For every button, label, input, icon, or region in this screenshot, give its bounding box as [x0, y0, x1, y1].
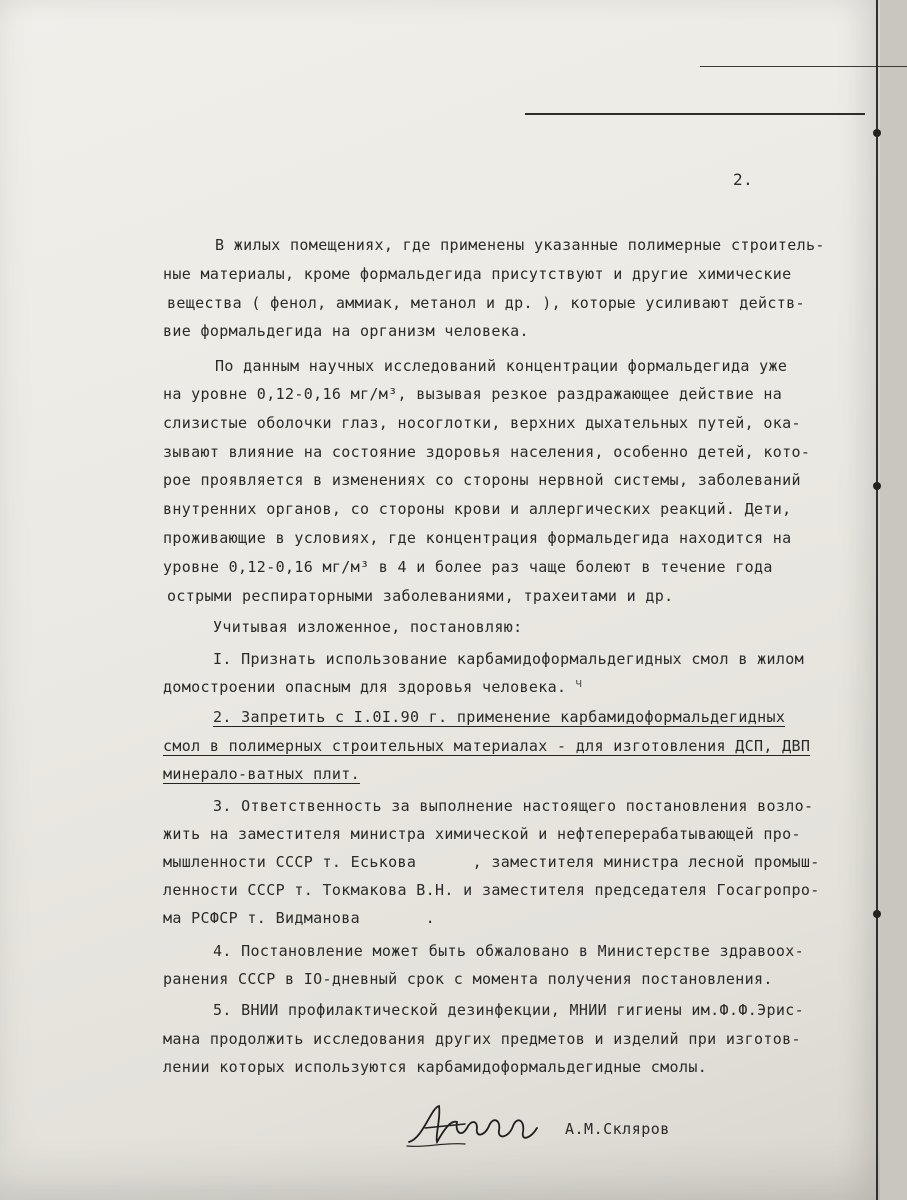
body-line: ные материалы, кроме формальдегида присутствуют и другие химические [163, 265, 792, 283]
body-line: проживающие в условиях, где концентрация формальдегида находится на [163, 529, 792, 547]
body-line: По данным научных исследований концентрации формальдегида уже [215, 357, 788, 375]
clause-5-line: мана продолжить исследования других предметов и изделий при изготов- [163, 1030, 801, 1048]
clause-3-line: мышленности СССР т. Еськова , заместителя министра лесной промыш- [163, 853, 820, 871]
body-line: острыми респираторными заболеваниями, трахеитами и др. [167, 587, 674, 605]
clause-2-line [163, 737, 810, 755]
clause-3-line: 3. Ответственность за выполнение настоящего постановления возло- [213, 797, 814, 815]
handwritten-signature [405, 1098, 545, 1158]
body-line: рое проявляется в изменениях со стороны нервной системы, заболеваний [163, 471, 801, 489]
clause-3-line: ма РСФСР т. Видманова . [163, 909, 436, 927]
clause-2-line [163, 765, 360, 783]
page-number: 2. [733, 170, 754, 189]
stray-mark: ч [575, 676, 583, 690]
body-line: зывают влияние на состояние здоровья населения, особенно детей, кото- [163, 443, 811, 461]
clause-3-line: ленности СССР т. Токмакова В.Н. и заместителя председателя Госагропро- [163, 881, 820, 899]
body-line: внутренних органов, со стороны крови и аллергических реакций. Дети, [163, 500, 792, 518]
body-line: В жилых помещениях, где применены указанные полимерные строитель- [215, 236, 825, 254]
resolution-intro: Учитывая изложенное, постановляю: [213, 618, 523, 636]
binding-hole [873, 910, 881, 918]
body-line: на уровне 0,12-0,16 мг/м³, вызывая резкое раздражающее действие на [163, 385, 783, 403]
binding-hole [873, 482, 881, 490]
clause-4-line: ранения СССР в IO-дневный срок с момента получения постановления. [163, 970, 773, 988]
body-line: слизистые оболочки глаз, носоглотки, верхних дыхательных путей, ока- [163, 414, 801, 432]
binding-hole [873, 129, 881, 137]
clause-5-line: 5. ВНИИ профилактической дезинфекции, МНИИ гигиены им.Ф.Ф.Эрис- [213, 1001, 804, 1019]
clause-4-line: 4. Постановление может быть обжаловано в Министерстве здравоох- [213, 942, 804, 960]
body-line: уровне 0,12-0,16 мг/м³ в 4 и более раз чаще болеют в течение года [163, 558, 773, 576]
body-line: вещества ( фенол, аммиак, метанол и др. ), которые усиливают действ- [167, 294, 805, 312]
binding-edge [876, 0, 878, 1200]
signatory-name: А.М.Скляров [565, 1120, 670, 1138]
clause-5-line: лении которых используются карбамидоформальдегидные смолы. [163, 1058, 708, 1076]
underlined-text: 2. Запретить с I.0I.90 г. применение карбамидоформальдегидных [213, 708, 786, 726]
underlined-text: минерало-ватных плит. [163, 765, 360, 783]
body-line: вие формальдегида на организм человека. [163, 322, 529, 340]
underlined-text: смол в полимерных строительных материалах - для изготовления ДСП, ДВП [163, 737, 811, 755]
clause-3-line: жить на заместителя министра химической и нефтеперерабатывающей про- [163, 825, 801, 843]
clause-2-line [213, 708, 785, 726]
clause-1-line: домостроении опасным для здоровья человека. [163, 678, 567, 696]
header-rule [525, 113, 865, 115]
clause-1-line: I. Признать использование карбамидоформальдегидных смол в жилом [213, 650, 804, 668]
